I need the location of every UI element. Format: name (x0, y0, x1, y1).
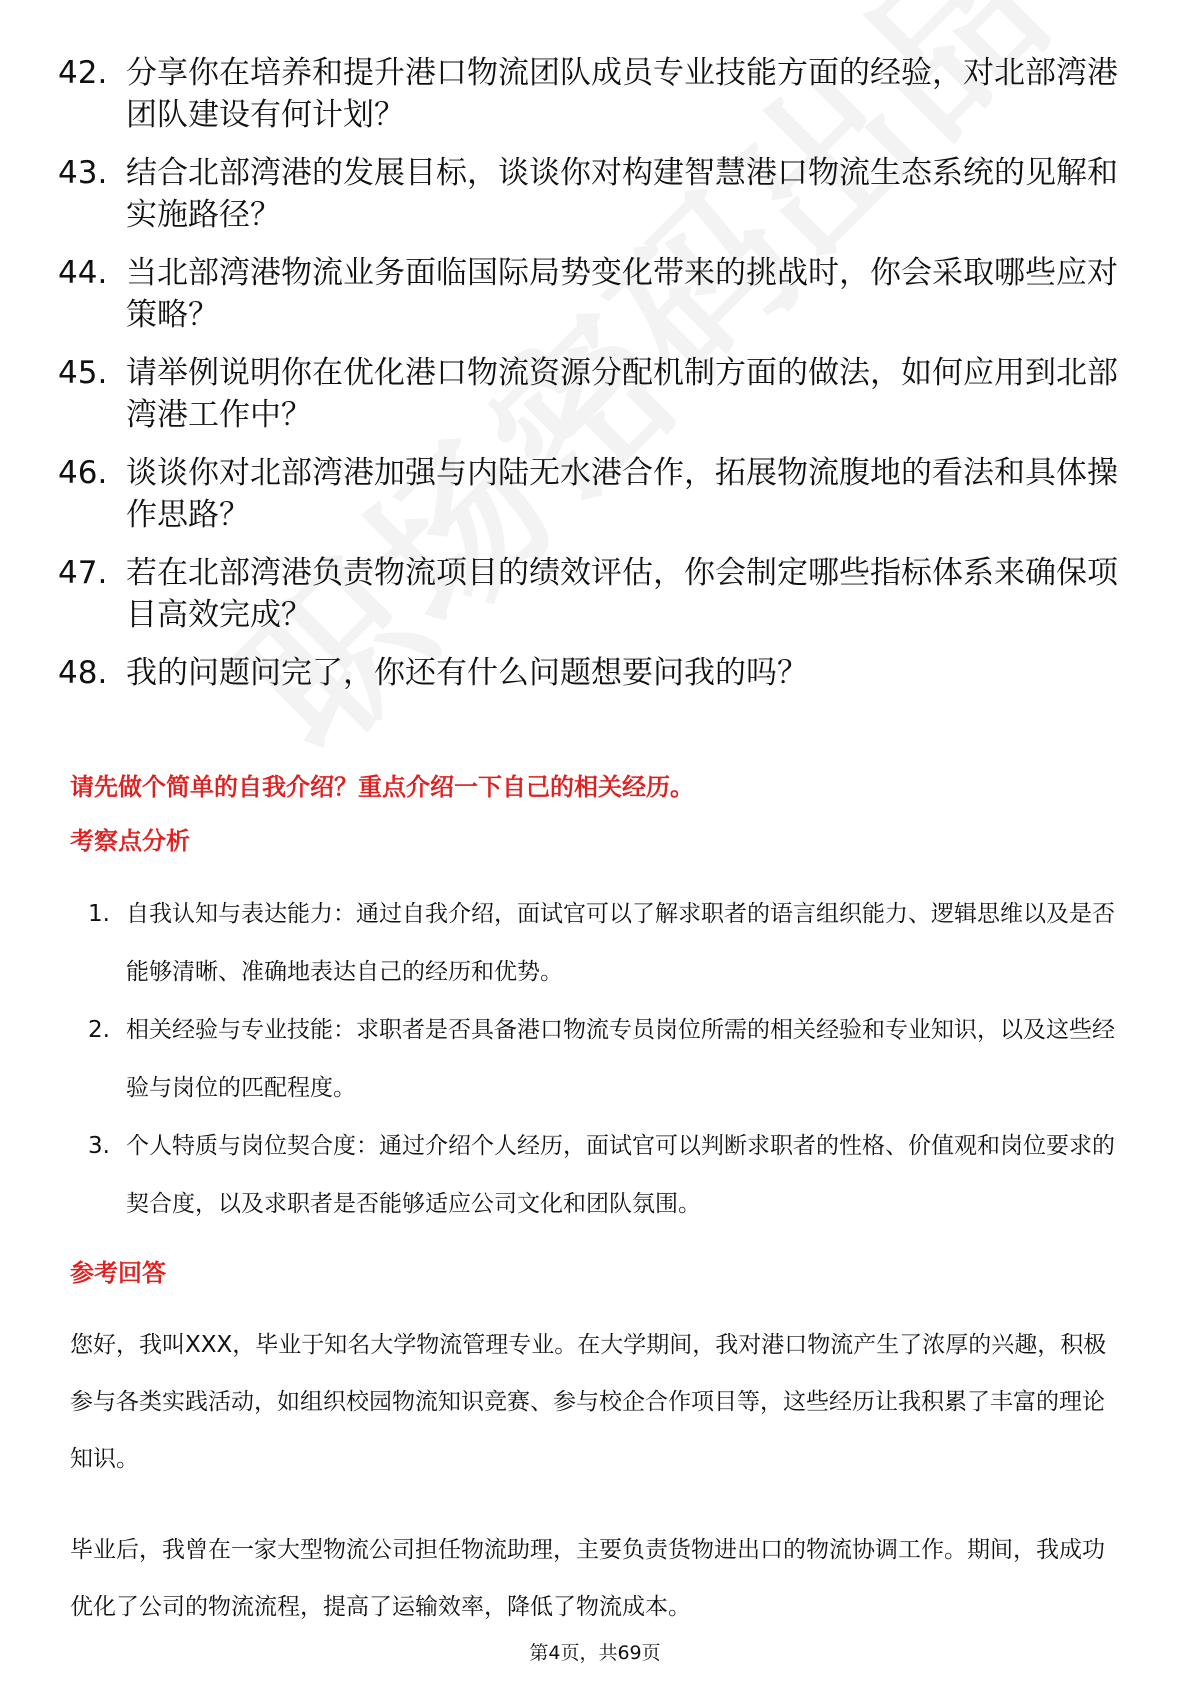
question-item (58, 152, 1138, 236)
question-text: 谈谈你对北部湾港加强与内陆无水港合作，拓展物流腹地的看法和具体操作思路？ (126, 455, 1118, 533)
question-number: 46. (58, 455, 108, 491)
question-number: 44. (58, 255, 108, 291)
question-item (58, 352, 1138, 436)
analysis-item (88, 1117, 1128, 1233)
analysis-number: 3. (88, 1133, 110, 1159)
analysis-item (88, 1001, 1128, 1117)
analysis-heading: 考察点分析 (70, 827, 190, 855)
answer-paragraph: 毕业后，我曾在一家大型物流公司担任物流助理，主要负责货物进出口的物流协调工作。期间，我成功优化了公司的物流流程，提高了运输效率，降低了物流成本。 (70, 1537, 1105, 1620)
question-number: 47. (58, 555, 108, 591)
question-list (58, 52, 1138, 710)
analysis-list (88, 885, 1128, 1233)
question-text: 结合北部湾港的发展目标，谈谈你对构建智慧港口物流生态系统的见解和实施路径？ (126, 155, 1118, 233)
analysis-text: 自我认知与表达能力：通过自我介绍，面试官可以了解求职者的语言组织能力、逻辑思维以及是否能够清晰、准确地表达自己的经历和优势。 (126, 901, 1115, 985)
question-number: 43. (58, 155, 108, 191)
question-item (58, 652, 1138, 694)
analysis-item (88, 885, 1128, 1001)
question-item (58, 452, 1138, 536)
analysis-number: 1. (88, 901, 110, 927)
question-text: 分享你在培养和提升港口物流团队成员专业技能方面的经验，对北部湾港团队建设有何计划？ (126, 55, 1118, 133)
question-text: 请举例说明你在优化港口物流资源分配机制方面的做法，如何应用到北部湾港工作中？ (126, 355, 1118, 433)
question-text: 当北部湾港物流业务面临国际局势变化带来的挑战时，你会采取哪些应对策略？ (126, 255, 1118, 333)
analysis-number: 2. (88, 1017, 110, 1043)
page-footer: 第4页，共69页 (529, 1642, 661, 1664)
section-question-title: 请先做个简单的自我介绍？重点介绍一下自己的相关经历。 (70, 773, 694, 801)
question-text: 我的问题问完了，你还有什么问题想要问我的吗？ (126, 655, 808, 691)
answer-heading: 参考回答 (70, 1259, 166, 1287)
question-item (58, 552, 1138, 636)
question-text: 若在北部湾港负责物流项目的绩效评估，你会制定哪些指标体系来确保项目高效完成？ (126, 555, 1118, 633)
analysis-text: 个人特质与岗位契合度：通过介绍个人经历，面试官可以判断求职者的性格、价值观和岗位要求的契合度，以及求职者是否能够适应公司文化和团队氛围。 (126, 1133, 1115, 1217)
question-number: 48. (58, 655, 108, 691)
answer-paragraph: 您好，我叫XXX，毕业于知名大学物流管理专业。在大学期间，我对港口物流产生了浓厚的兴趣，积极参与各类实践活动，如组织校园物流知识竞赛、参与校企合作项目等，这些经历让我积累了丰富的理论知识。 (70, 1332, 1107, 1472)
question-number: 45. (58, 355, 108, 391)
question-number: 42. (58, 55, 108, 91)
analysis-text: 相关经验与专业技能：求职者是否具备港口物流专员岗位所需的相关经验和专业知识，以及这些经验与岗位的匹配程度。 (126, 1017, 1115, 1101)
question-item (58, 252, 1138, 336)
question-item (58, 52, 1138, 136)
